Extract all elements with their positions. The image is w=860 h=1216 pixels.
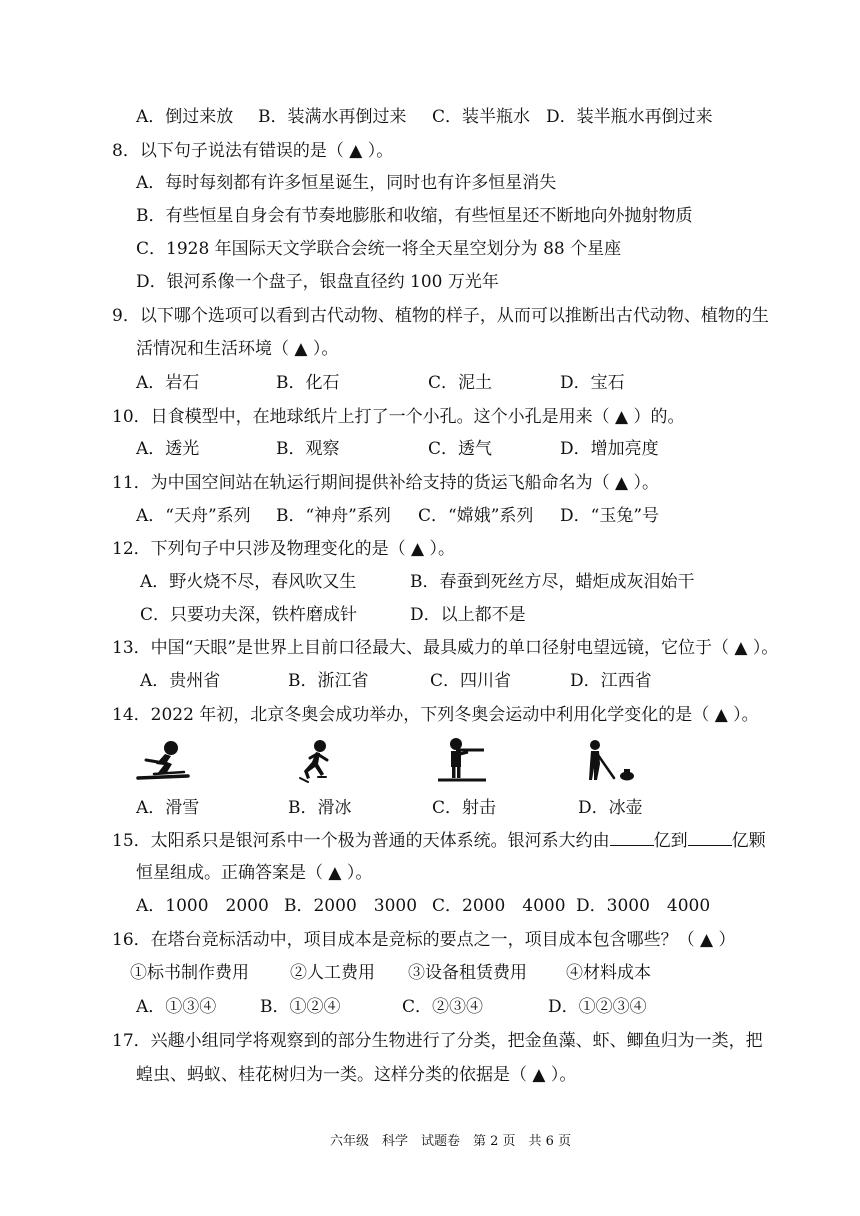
q16-option-a[interactable]: A．①③④ [136, 997, 217, 1017]
q15-blank-1[interactable] [610, 831, 654, 846]
q9-option-a[interactable]: A．岩石 [136, 373, 200, 393]
q10-option-b[interactable]: B．观察 [276, 439, 340, 459]
q13-option-c[interactable]: C．四川省 [430, 671, 512, 691]
q12-option-d[interactable]: D．以上都不是 [410, 605, 526, 625]
q15-option-a[interactable]: A．1000 2000 [136, 896, 269, 916]
q8-option-c[interactable]: C．1928 年国际天文学联合会统一将全天星空划分为 88 个星座 [136, 239, 622, 259]
q16-item-3: ③设备租赁费用 [408, 963, 527, 983]
q11-option-a[interactable]: A．“天舟”系列 [136, 506, 251, 526]
q14-option-c[interactable]: C．射击 [432, 798, 497, 818]
q14-option-a[interactable]: A．滑雪 [136, 798, 200, 818]
q16-option-c[interactable]: C．②③④ [402, 997, 484, 1017]
q7-option-b[interactable]: B．装满水再倒过来 [258, 107, 407, 127]
q14-option-b[interactable]: B．滑冰 [288, 798, 352, 818]
curling-icon [584, 738, 636, 784]
q17-stem-line1: 17．兴趣小组同学将观察到的部分生物进行了分类，把金鱼藻、虾、鲫鱼归为一类，把 [112, 1031, 763, 1051]
q9-option-d[interactable]: D．宝石 [560, 373, 625, 393]
q10-stem: 10．日食模型中，在地球纸片上打了一个小孔。这个小孔是用来（ ▲ ）的。 [112, 407, 685, 427]
q17-stem-line2: 蝗虫、蚂蚁、桂花树归为一类。这样分类的依据是（ ▲ ）。 [136, 1065, 577, 1085]
q11-option-d[interactable]: D．“玉兔”号 [560, 506, 660, 526]
q14-stem: 14．2022 年初，北京冬奥会成功举办，下列冬奥会运动中利用化学变化的是（ ▲ ）。 [112, 705, 759, 725]
q12-stem: 12．下列句子中只涉及物理变化的是（ ▲ ）。 [112, 539, 456, 559]
q14-option-d[interactable]: D．冰壶 [578, 798, 643, 818]
skiing-icon [134, 738, 192, 784]
q11-option-c[interactable]: C．“嫦娥”系列 [418, 506, 534, 526]
q8-option-d[interactable]: D．银河系像一个盘子，银盘直径约 100 万光年 [136, 272, 499, 292]
q10-option-a[interactable]: A．透光 [136, 439, 200, 459]
q9-stem-line1: 9．以下哪个选项可以看到古代动物、植物的样子，从而可以推断出古代动物、植物的生 [112, 306, 769, 326]
q16-item-2: ②人工费用 [290, 963, 375, 983]
q15-stem-part3: 亿颗 [731, 831, 766, 851]
q11-option-b[interactable]: B．“神舟”系列 [276, 506, 391, 526]
q9-option-c[interactable]: C．泥土 [428, 373, 493, 393]
shooting-icon [436, 736, 488, 784]
q16-stem: 16．在塔台竞标活动中，项目成本是竞标的要点之一，项目成本包含哪些？（ ▲ ） [112, 930, 736, 950]
q12-option-c[interactable]: C．只要功夫深，铁杵磨成针 [140, 605, 358, 625]
q9-stem-line2: 活情况和生活环境（ ▲ ）。 [136, 339, 339, 359]
q15-option-c[interactable]: C．2000 4000 [432, 896, 566, 916]
q8-option-b[interactable]: B．有些恒星自身会有节奏地膨胀和收缩，有些恒星还不断地向外抛射物质 [136, 206, 693, 226]
skating-icon [290, 738, 336, 784]
q13-option-b[interactable]: B．浙江省 [288, 671, 369, 691]
q15-stem-line2: 恒星组成。正确答案是（ ▲ ）。 [136, 863, 373, 883]
q13-stem: 13．中国“天眼”是世界上目前口径最大、最具威力的单口径射电望远镜，它位于（ ▲ ）。 [112, 638, 779, 658]
q7-option-d[interactable]: D．装半瓶水再倒过来 [546, 107, 713, 127]
q7-option-c[interactable]: C．装半瓶水 [432, 107, 531, 127]
q10-option-c[interactable]: C．透气 [428, 439, 493, 459]
q15-stem-part1: 15．太阳系只是银河系中一个极为普通的天体系统。银河系大约由 [112, 831, 610, 851]
q15-option-b[interactable]: B．2000 3000 [284, 896, 418, 916]
q16-item-4: ④材料成本 [566, 963, 651, 983]
q8-option-a[interactable]: A．每时每刻都有许多恒星诞生，同时也有许多恒星消失 [136, 173, 557, 193]
q10-option-d[interactable]: D．增加亮度 [560, 439, 659, 459]
q16-option-b[interactable]: B．①②④ [260, 997, 341, 1017]
q15-stem-line1 [112, 830, 766, 852]
q15-stem-part2: 亿到 [653, 831, 688, 851]
q13-option-d[interactable]: D．江西省 [570, 671, 652, 691]
q9-option-b[interactable]: B．化石 [276, 373, 340, 393]
q8-stem: 8．以下句子说法有错误的是（ ▲ ）。 [112, 141, 394, 161]
page-footer: 六年级 科学 试题卷 第 2 页 共 6 页 [330, 1134, 572, 1149]
q13-option-a[interactable]: A．贵州省 [140, 671, 221, 691]
q11-stem: 11．为中国空间站在轨运行期间提供补给支持的货运飞船命名为（ ▲ ）。 [112, 473, 660, 493]
q7-option-a[interactable]: A．倒过来放 [136, 107, 234, 127]
q12-option-a[interactable]: A．野火烧不尽，春风吹又生 [140, 572, 357, 592]
q16-item-1: ①标书制作费用 [130, 963, 249, 983]
q15-blank-2[interactable] [688, 831, 732, 846]
q16-option-d[interactable]: D．①②③④ [548, 997, 647, 1017]
q12-option-b[interactable]: B．春蚕到死丝方尽，蜡炬成灰泪始干 [410, 572, 695, 592]
q15-option-d[interactable]: D．3000 4000 [576, 896, 711, 916]
